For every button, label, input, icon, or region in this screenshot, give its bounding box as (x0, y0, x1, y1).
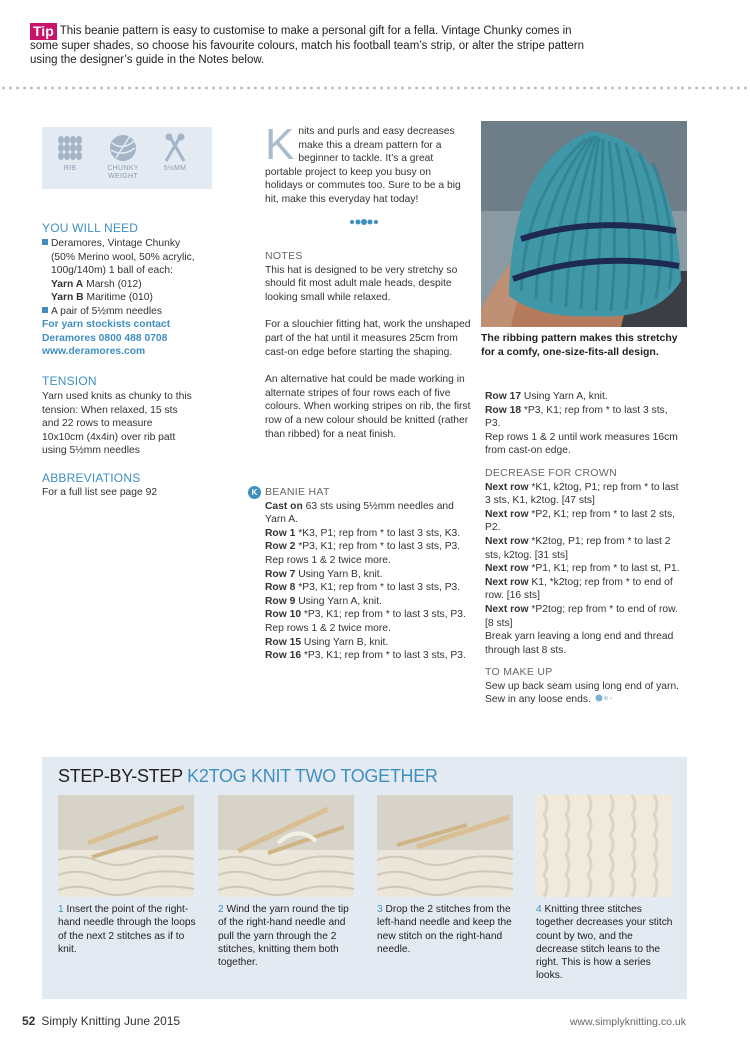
right-column (485, 390, 685, 707)
you-will-need-list: Deramores, Vintage Chunky (50% Merino wool, 50% acrylic, 100g/140m) 1 ball of each: Yarn A Marsh (012) Yarn B Maritime (010) A pair of 5½mm needles For yarn stockists contact Deramores 0800 488 0708 www.deramores.com (42, 237, 217, 359)
decrease-heading: DECREASE FOR CROWN (485, 466, 617, 479)
beanie-instruction-line: Row 9 Using Yarn A, knit. (265, 595, 382, 607)
beanie-instruction-line: Row 1 *K3, P1; rep from * to last 3 sts, K3. (265, 527, 461, 539)
decrease-instruction-line: Next row K1, *k2tog; rep from * to end of row. [16 sts] (485, 576, 673, 602)
rib-label: RIB (63, 165, 77, 172)
notes-p1: This hat is designed to be very stretchy so should fit most adult male heads, despite looking small while relaxed. (265, 264, 458, 303)
tip-box (30, 23, 590, 67)
beanie-instruction-line: Rep rows 1 & 2 twice more. (265, 554, 391, 566)
step-2-text: 2 Wind the yarn round the tip of the right-hand needle and pull the yarn through the 2 stitches, knitting them both together. (218, 904, 349, 969)
abbreviations-text: For a full list see page 92 (42, 487, 158, 498)
beanie-instruction-line: Row 8 *P3, K1; rep from * to last 3 sts, P3. (265, 582, 461, 594)
beanie-photo (481, 121, 687, 327)
bullet-icon (42, 307, 48, 313)
step-1-text: 1 Insert the point of the right-hand needle through the loops of the next 2 stitches as if to knit. (58, 904, 196, 955)
intro-paragraph: Knits and purls and easy decreases make this a dream pattern for a beginner to tackle. It’s a great portable project to keep you busy on holidays or commutes too. Sure to be a big hit, make this everyday hat today! (265, 120, 461, 205)
tip-badge: Tip (30, 23, 57, 40)
ornament-icon (347, 216, 381, 228)
beanie-instruction-line: Rep rows 1 & 2 twice more. (265, 622, 391, 634)
step-3-text: 3 Drop the 2 stitches from the left-hand needle and keep the new stitch on the right-hand needle. (377, 904, 512, 955)
end-ornament-icon (594, 694, 614, 702)
beanie-hat-section (265, 486, 475, 663)
steps-title: STEP-BY-STEP K2TOG KNIT TWO TOGETHER (58, 766, 438, 786)
stockist-phone: Deramores 0800 488 0708 (42, 332, 168, 344)
notes-p3: An alternative hat could be made working in alternate stripes of four rows each of five colours. When working stripes on rib, the first row of a new colour should be knitted (rather than ribbed) for a neat finish. (265, 374, 471, 440)
decrease-instruction-line: Next row *K1, k2tog, P1; rep from * to last 3 sts, K1, k2tog. [47 sts] (485, 481, 679, 507)
stockist-line: For yarn stockists contact (42, 319, 171, 330)
step-4-text: 4 Knitting three stitches together decreases your stitch count by two, and the decrease stitch leans to the right. This is how a series looks. (536, 904, 673, 982)
yarn-ball-icon (108, 133, 138, 163)
notes-heading: NOTES (265, 250, 303, 262)
footer-url[interactable]: www.simplyknitting.co.uk (569, 1016, 686, 1028)
decrease-instruction-line: Next row *P1, K1; rep from * to last st, P1. (485, 563, 680, 575)
make-up-heading: TO MAKE UP (485, 666, 553, 679)
row-instruction-line: Row 18 *P3, K1; rep from * to last 3 sts, P3. (485, 404, 668, 430)
notes-p2: For a slouchier fitting hat, work the unshaped part of the hat until it measures 25cm from cast-on edge before starting the shaping. (265, 319, 471, 358)
step-2-photo (218, 795, 354, 897)
step-1-photo (58, 795, 194, 897)
needles-icon (162, 133, 188, 163)
decrease-instruction-line: Next row *K2tog, P1; rep from * to last 2 sts, k2tog. [31 sts] (485, 535, 671, 561)
photo-caption: The ribbing pattern makes this stretchy for a comfy, one-size-fits-all design. (481, 332, 678, 358)
step-3-photo (377, 795, 513, 897)
row-instruction-line: Row 17 Using Yarn A, knit. (485, 391, 608, 402)
stockist-url[interactable]: www.deramores.com (42, 346, 146, 357)
footer-left (22, 1014, 180, 1028)
you-will-need-heading: YOU WILL NEED (42, 221, 139, 235)
beanie-heading: BEANIE HAT (265, 486, 330, 498)
make-up-text: Sew up back seam using long end of yarn. Sew in any loose ends. (485, 680, 680, 706)
k-badge: K (248, 486, 261, 499)
rib-stitch-icon (56, 135, 84, 161)
weight-label: CHUNKY WEIGHT (107, 165, 139, 180)
dotted-divider (0, 86, 750, 90)
tension-heading: TENSION (42, 374, 97, 388)
notes-section (265, 250, 475, 441)
beanie-instruction-line: Row 7 Using Yarn B, knit. (265, 568, 383, 580)
row-instruction-line: Rep rows 1 & 2 until work measures 16cm from cast-on edge. (485, 431, 678, 457)
beanie-instruction-line: Row 16 *P3, K1; rep from * to last 3 sts, P3. (265, 650, 466, 662)
decrease-instruction-line: Next row *P2tog; rep from * to end of row. [8 sts] (485, 603, 678, 629)
needle-size-label: 5½MM (163, 165, 187, 172)
decrease-instruction-line: Break yarn leaving a long end and thread through last 8 sts. (485, 631, 674, 656)
tip-text: This beanie pattern is easy to customise to make a personal gift for a fella. Vintage Chunky comes in some super shades, so choose his favourite colours, match his football team’s strip, or alter the stripe pattern using the designer’s guide in the Notes below. (30, 25, 584, 66)
abbreviations-heading: ABBREVIATIONS (42, 471, 141, 485)
magazine-issue: Simply Knitting June 2015 (41, 1014, 181, 1028)
beanie-instruction-line: Row 2 *P3, K1; rep from * to last 3 sts, P3. (265, 541, 461, 553)
page-number: 52 (22, 1014, 36, 1028)
tension-text: Yarn used knits as chunky to this tension: When relaxed, 15 sts and 22 rows to measure 10x10cm (4x4in) over rib patt using 5½mm needles (42, 391, 192, 456)
beanie-instruction-line: Row 15 Using Yarn B, knit. (265, 636, 389, 648)
beanie-instruction-line: Cast on 63 sts using 5½mm needles and Yarn A. (265, 500, 454, 526)
project-info-box (42, 127, 212, 189)
step-by-step-panel (42, 757, 687, 999)
decrease-instruction-line: Next row *P2, K1; rep from * to last 2 sts, P2. (485, 508, 676, 534)
beanie-instruction-line: Row 10 *P3, K1; rep from * to last 3 sts, P3. (265, 609, 466, 621)
bullet-icon (42, 239, 48, 245)
step-4-photo (536, 795, 672, 897)
drop-cap: K (265, 120, 295, 169)
